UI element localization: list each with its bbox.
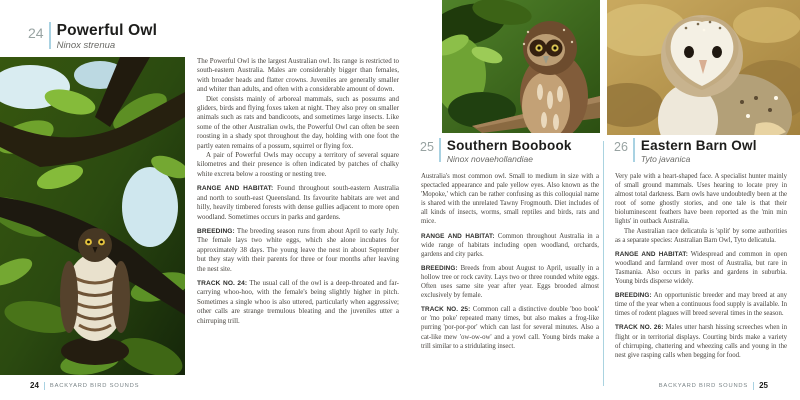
range-section: [197, 184, 399, 222]
eastern-barn-owl-photo: [607, 0, 800, 135]
track-section: [615, 323, 787, 359]
paragraph: Very pale with a heart-shaped face. A specialist hunter mainly of small ground mammals. Uses hearing to locate prey in almost total darkness. Barn owls have undoubtedly been at the root of some ghostly stories, and one tale is that their bioluminescent feathers have been reported as the 'min min lights' in outback Australia.: [615, 173, 787, 226]
paragraph: A pair of Powerful Owls may occupy a territory of several square kilometres and their presence is often indicated by patches of chalky white excreta below a roosting or nesting tree.: [197, 151, 399, 178]
section-label: BREEDING:: [421, 264, 458, 272]
track-section: [421, 305, 599, 350]
entry-scientific-name: Ninox novaehollandiae: [446, 154, 533, 164]
paragraph: Australia's most common owl. Small to medium in size with a spectacled appearance and pale yellow eyes. Also known as the 'Mopoke,' which can be rather confusing as this colloquial name is shared with the unrelated Tawny Frogmouth. Diet includes of all kinds of insects, worms, small reptiles and birds, rats and mice.: [421, 173, 599, 226]
breeding-section: [421, 264, 599, 300]
section-label: RANGE AND HABITAT:: [197, 185, 274, 193]
section-label: TRACK NO. 26:: [615, 324, 664, 332]
paragraph: Diet consists mainly of arboreal mammals, such as possums and gliders, birds and flying foxes taken at night. They also prey on smaller animals such as rats and bandicoots, and sometimes large insects. Like some of the other Australian owls, the Powerful Owl can often be seen roosting in a shady spot throughout the day, holding with one foot the partly eaten remains of a possum, squirrel or flying fox.: [197, 94, 399, 150]
section-label: RANGE AND HABITAT:: [421, 232, 495, 240]
section-text: Common call a distinctive double 'boo book' or 'mo poke' repeated many times, but also makes a frog-like purring 'por-por-por' which can last for several minutes. Also a cat-like mew 'ow-ow-ow' and a yowl call. Young birds make a trill similar to a stridulating insect.: [421, 306, 599, 350]
section-text: Breeds from about August to April, usually in a hollow tree or rock cavity. Lays two or three rounded white eggs. Often uses same site year after year. Eggs brooded almost exclusively by female.: [421, 264, 599, 300]
section-text: An opportunistic breeder and may breed at any time of the year when a continuous food supply is available. In times of rodent plagues will breed several times in the season.: [615, 292, 787, 318]
footer-divider: [44, 382, 45, 390]
breeding-section: [197, 227, 399, 274]
book-title: BACKYARD BIRD SOUNDS: [49, 382, 140, 389]
left-page-footer: [30, 381, 139, 390]
paragraph: The Australian race delicatula is 'split' by some authorities as a separate species: Australian Barn Owl, Tyto delicatula.: [615, 227, 787, 244]
accent-bar: [633, 138, 635, 162]
eastern-barn-owl-text: [615, 172, 787, 360]
entry-title: Eastern Barn Owl: [640, 138, 757, 153]
section-label: TRACK NO. 25:: [421, 306, 471, 314]
track-section: [197, 279, 399, 326]
powerful-owl-header: [28, 22, 157, 51]
paragraph: The Powerful Owl is the largest Australian owl. Its range is restricted to south-eastern Australia. Males are considerably bigger than females, with broader heads and flatter crowns. Juveniles are generally smaller and whiter than adults, and often with a considerable amount of down.: [197, 57, 399, 94]
section-text: Found throughout south-eastern Australia and north to south-east Queensland. Its favourite habitats are wet and hilly, heavily timbered forests with dense gullies adjacent to more open woodland. Sometimes occurs in parks and gardens.: [197, 184, 399, 221]
entry-number: 25: [420, 140, 434, 154]
entry-title: Powerful Owl: [56, 22, 158, 39]
entry-title: Southern Boobook: [446, 138, 572, 153]
section-text: The usual call of the owl is a deep-throated and far-carrying whoo-hoo, with the female's being slightly higher in pitch. Sometimes a single whoo is also uttered, particularly when aggressive; other calls are strange tremulous bleating and the juveniles utter a chirruping trill.: [197, 278, 399, 325]
powerful-owl-photo: [0, 57, 185, 375]
section-label: BREEDING:: [197, 227, 235, 235]
section-label: TRACK NO. 24:: [197, 279, 248, 287]
powerful-owl-text: [197, 57, 399, 326]
section-text: Males utter harsh hissing screeches when in flight or in territorial displays. Courting birds make a variety of chirruping, chattering and wheezing calls and young in the nest give rasping calls when begging for food.: [615, 324, 788, 359]
southern-boobook-header: [420, 138, 572, 164]
entry-number: 24: [28, 25, 44, 41]
page-number: 25: [759, 381, 768, 390]
section-label: RANGE AND HABITAT:: [615, 250, 688, 258]
range-section: [421, 232, 599, 259]
breeding-section: [615, 291, 787, 318]
range-section: [615, 250, 787, 286]
section-label: BREEDING:: [615, 292, 652, 300]
page-number: 24: [30, 381, 39, 390]
footer-divider: [753, 382, 754, 390]
entry-number: 26: [614, 140, 628, 154]
eastern-barn-owl-header: [614, 138, 757, 164]
section-text: Common throughout Australia in a wide range of habitats including open woodland, orchards, gardens and city parks.: [421, 232, 599, 258]
section-text: Widespread and common in open woodland and farmland over most of Australia, but rare in Tasmania. Also occurs in parks and gardens in suburbia. Young birds disperse widely.: [615, 250, 787, 286]
southern-boobook-text: [421, 172, 599, 351]
right-page-footer: [659, 381, 768, 390]
column-divider: [603, 141, 604, 386]
southern-boobook-photo: [442, 0, 600, 133]
accent-bar: [439, 138, 441, 162]
book-title: BACKYARD BIRD SOUNDS: [658, 382, 749, 389]
entry-scientific-name: Tyto javanica: [640, 154, 691, 164]
entry-scientific-name: Ninox strenua: [56, 40, 116, 51]
accent-bar: [49, 22, 51, 49]
section-text: The breeding season runs from about April to early July. The female lays two white eggs, which she alone incubates for approximately 38 days. The young leave the nest in about September but they stay with their parents for three or four months after leaving the nest site.: [197, 226, 399, 273]
